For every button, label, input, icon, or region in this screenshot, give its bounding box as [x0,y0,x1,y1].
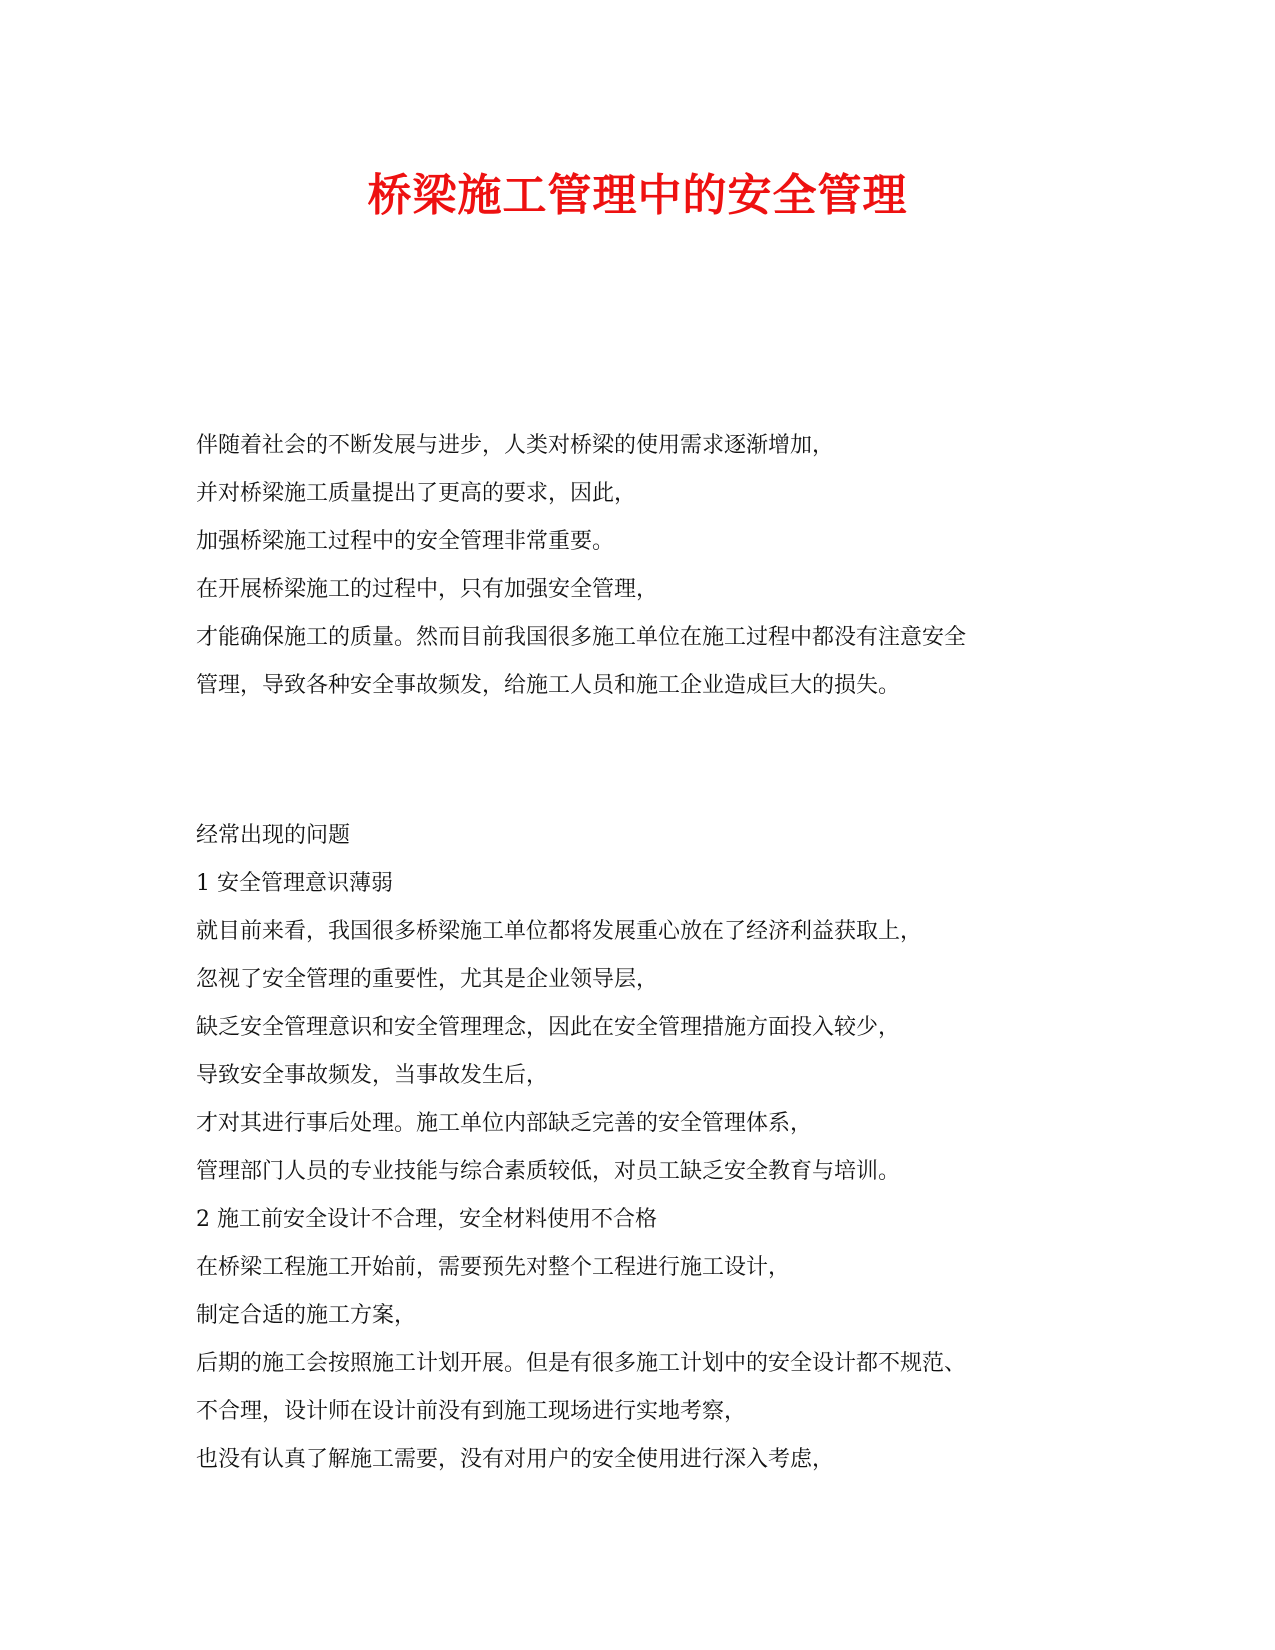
text-line: 也没有认真了解施工需要，没有对用户的安全使用进行深入考虑， [196,1447,835,1472]
text-line: 管理，导致各种安全事故频发，给施工人员和施工企业造成巨大的损失。 [196,673,901,698]
text-line: 不合理，设计师在设计前没有到施工现场进行实地考察， [196,1399,747,1424]
text-line: 在开展桥梁施工的过程中，只有加强安全管理， [196,577,659,602]
subsection-heading: 1 安全管理意识薄弱 [196,871,393,896]
text-line: 缺乏安全管理意识和安全管理理念，因此在安全管理措施方面投入较少， [196,1015,901,1040]
text-line: 并对桥梁施工质量提出了更高的要求，因此， [196,481,637,506]
page-title: 桥梁施工管理中的安全管理 [367,170,908,221]
text-line: 在桥梁工程施工开始前，需要预先对整个工程进行施工设计， [196,1255,791,1280]
text-line: 忽视了安全管理的重要性，尤其是企业领导层， [196,967,659,992]
text-line: 后期的施工会按照施工计划开展。但是有很多施工计划中的安全设计都不规范、 [196,1351,967,1376]
text-line: 才能确保施工的质量。然而目前我国很多施工单位在施工过程中都没有注意安全 [196,625,967,650]
section-heading: 经常出现的问题 [196,823,351,848]
text-line: 伴随着社会的不断发展与进步，人类对桥梁的使用需求逐渐增加， [196,433,835,458]
text-line: 制定合适的施工方案， [196,1303,417,1328]
issues-section [196,812,1096,1484]
text-line: 才对其进行事后处理。施工单位内部缺乏完善的安全管理体系， [196,1111,813,1136]
text-line: 导致安全事故频发，当事故发生后， [196,1063,549,1088]
text-line: 管理部门人员的专业技能与综合素质较低，对员工缺乏安全教育与培训。 [196,1159,901,1184]
text-line: 加强桥梁施工过程中的安全管理非常重要。 [196,529,615,554]
intro-paragraph [196,422,1096,710]
text-line: 就目前来看，我国很多桥梁施工单位都将发展重心放在了经济利益获取上， [196,919,923,944]
subsection-heading: 2 施工前安全设计不合理，安全材料使用不合格 [196,1207,657,1232]
